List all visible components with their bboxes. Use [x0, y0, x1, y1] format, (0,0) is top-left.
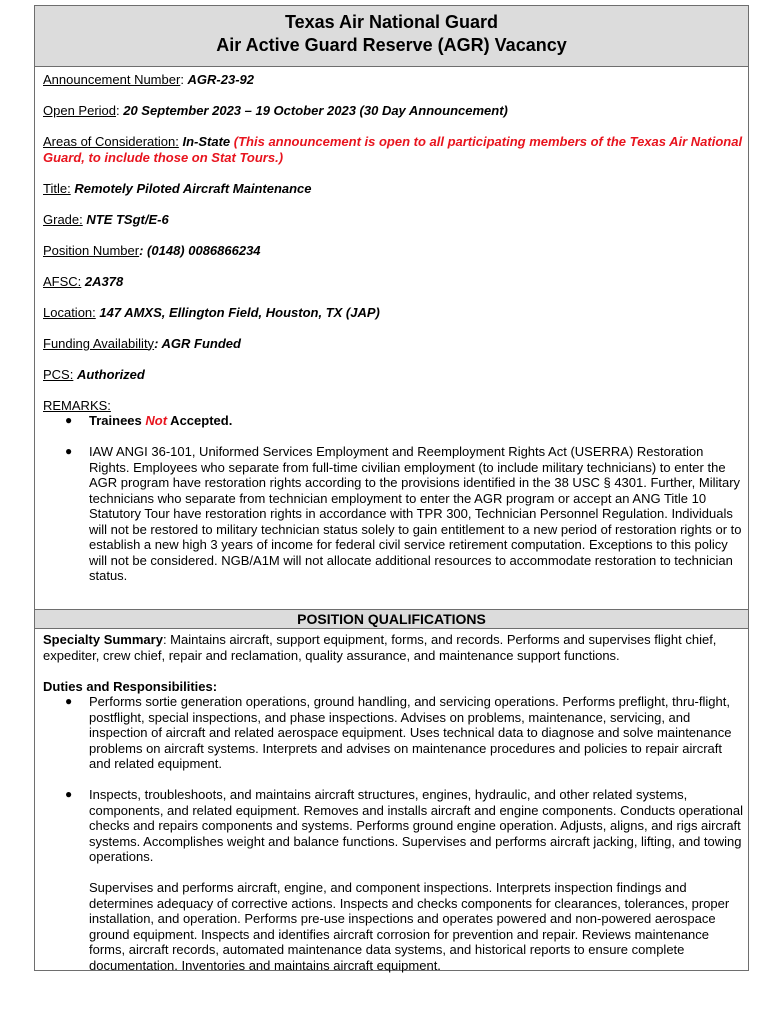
duty-item [43, 694, 743, 772]
open-period-value: 20 September 2023 – 19 October 2023 (30 Day Announcement) [123, 103, 508, 118]
title-label: Title: [43, 180, 71, 196]
afsc-label: AFSC: [43, 273, 82, 289]
remark-userra [43, 444, 743, 584]
specialty-label: Specialty Summary [43, 632, 163, 647]
title-value: Remotely Piloted Aircraft Maintenance [74, 180, 312, 196]
announcement-value: AGR-23-92 [187, 72, 255, 87]
announcement-details [43, 72, 743, 584]
remarks-label: REMARKS: [43, 397, 111, 413]
location-value: 147 AMXS, Ellington Field, Houston, TX (JAP) [99, 304, 380, 320]
open-period [43, 103, 743, 119]
pcs-label: PCS: [43, 366, 74, 382]
afsc-value: 2A378 [84, 273, 124, 289]
bullet-icon: ● [65, 787, 73, 801]
pcs-value: Authorized [76, 366, 145, 382]
position-number-value: : (0148) 0086866234 [139, 242, 261, 258]
header-title-line1: Texas Air National Guard [284, 12, 499, 32]
trainees-post: Accepted. [167, 413, 233, 428]
duty-text: Inspects, troubleshoots, and maintains aircraft structures, engines, hydraulic, and other related systems, components, and related equipment. Removes and installs aircraft and engine components. Conducts operational checks and repairs components and systems. Performs ground engine operation. Adjusts, aligns, and rigs aircraft systems. Accomplishes weight and balance functions. Supervises and performs aircraft jacking, lifting, and towing operations. [89, 787, 744, 864]
specialty-summary [43, 632, 743, 663]
trainees-pre: Trainees [89, 413, 146, 428]
trainees-not: Not [145, 413, 168, 428]
duty-text: Performs sortie generation operations, ground handling, and servicing operations. Performs preflight, thru-flight, postflight, special inspections, and phase inspections. Advises on problems, maintenance, servicing, and inspection of aircraft and related aerospace equipment. Uses technical data to diagnose and solve maintenance problems on aircraft systems. Interprets and advises on maintenance procedures and policies to repair aircraft and related equipment. [89, 694, 732, 771]
document-header [35, 6, 748, 67]
funding-label: Funding Availability [43, 335, 155, 351]
remark-trainees [43, 413, 743, 429]
areas-note: (This announcement is open to all participating members of the Texas Air National Guard, to include those on Stat Tours.) [43, 134, 743, 165]
afsc [43, 274, 743, 290]
location [43, 305, 743, 321]
header-title-line2: Air Active Guard Reserve (AGR) Vacancy [216, 35, 567, 55]
areas-of-consideration [43, 134, 743, 165]
funding-value: : AGR Funded [154, 335, 241, 351]
funding-availability [43, 336, 743, 352]
remarks-heading [43, 398, 743, 414]
pcs [43, 367, 743, 383]
position-number [43, 243, 743, 259]
areas-value: In-State [182, 134, 231, 149]
announcement-number [43, 72, 743, 88]
announcement-sep: : [180, 72, 188, 87]
qualifications-body [43, 632, 743, 973]
location-label: Location: [43, 304, 96, 320]
grade-value: NTE TSgt/E-6 [86, 211, 169, 227]
open-period-label: Open Period [43, 103, 116, 118]
userra-text: IAW ANGI 36-101, Uniformed Services Employment and Reemployment Rights Act (USERRA) Restoration Rights. Employees who separate from full-time civilian employment (to include military technicians) to enter the AGR program have restoration rights according to the provisions identified in the 38 USC § 4301. Further, Military technicians who separate from technician employment to enter the AGR program or accept an ANG Title 10 Statutory Tour have restoration rights in accordance with TPR 300, Technician Personnel Regulation. Individuals will not be restored to military technician status solely to gain entitlement to a new period of restoration rights or to establish a new high 3 years of income for federal civil service retirement computation. Exceptions to this policy will not be considered. NGB/A1M will not allocate additional resources to accommodate restoration to technician status. [89, 444, 742, 583]
vacancy-frame [34, 5, 749, 971]
bullet-icon: ● [65, 694, 73, 708]
open-period-sep: : [116, 103, 124, 118]
areas-label: Areas of Consideration: [43, 134, 179, 149]
grade-label: Grade: [43, 211, 83, 227]
position-title [43, 181, 743, 197]
duty-item [43, 787, 743, 865]
duty-text: Supervises and performs aircraft, engine, and component inspections. Interprets inspection findings and determines adequacy of corrective actions. Inspects and checks components for clearances, tolerances, proper installation, and operation. Performs pre-use inspections and operates powered and non-powered aerospace ground equipment. Inspects and identifies aircraft corrosion for prevention and repair. Reviews maintenance forms, aircraft records, automated maintenance data systems, and historical reports to ensure complete documentation. Inventories and maintains aircraft equipment. [89, 880, 730, 973]
position-qualifications-heading: POSITION QUALIFICATIONS [35, 609, 748, 629]
duties-heading: Duties and Responsibilities: [43, 678, 218, 694]
duty-continuation [43, 880, 743, 973]
announcement-label: Announcement Number [43, 72, 181, 87]
grade [43, 212, 743, 228]
position-number-label: Position Number [43, 242, 140, 258]
bullet-icon: ● [65, 444, 73, 458]
bullet-icon: ● [65, 413, 73, 427]
specialty-text: : Maintains aircraft, support equipment, forms, and records. Performs and supervises flight chief, expediter, crew chief, repair and reclamation, quality assurance, and maintenance support functions. [43, 632, 717, 663]
